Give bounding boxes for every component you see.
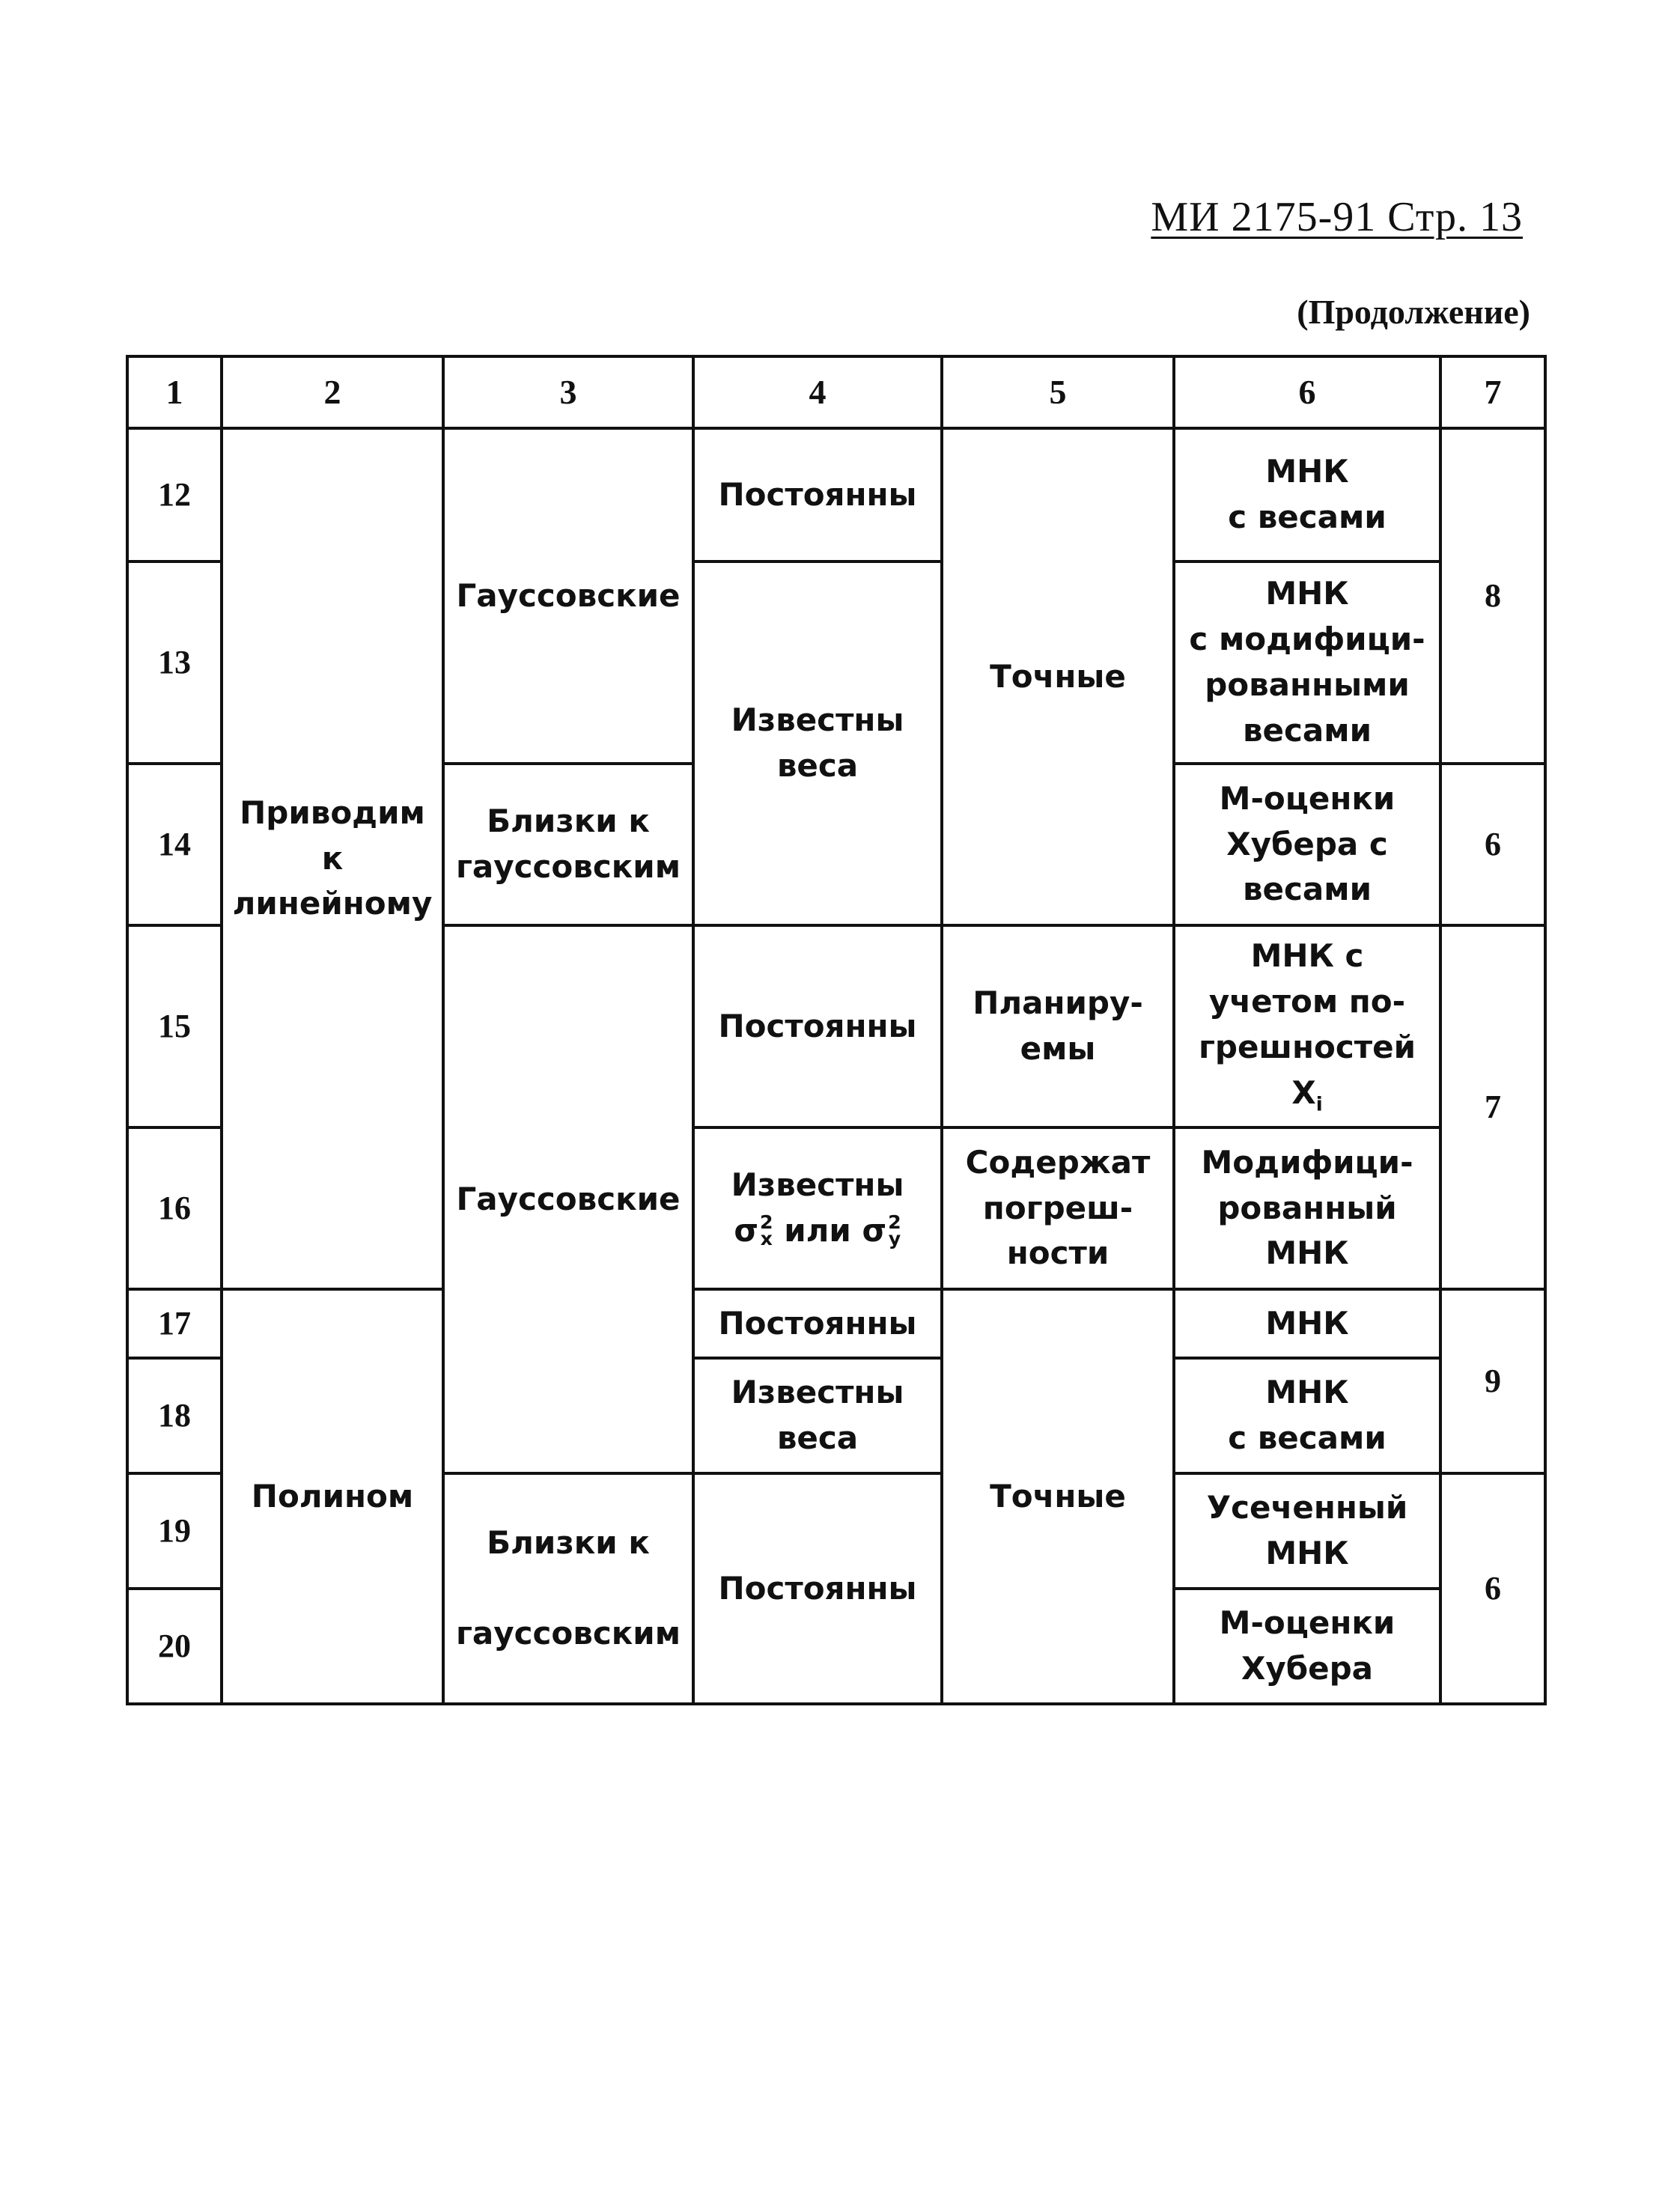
- row-number: 14: [127, 764, 222, 925]
- sigma-subscript-x: x: [760, 1228, 773, 1250]
- variance-cell: Постоянны: [693, 1473, 942, 1704]
- column-header: 5: [942, 356, 1174, 428]
- section-cell: 6: [1440, 764, 1545, 925]
- row-number: 17: [127, 1289, 222, 1358]
- error-distribution-cell: Гауссовские: [443, 428, 693, 764]
- continuation-label: (Продолжение): [1297, 293, 1530, 331]
- sigma-superscript: 2: [760, 1211, 773, 1233]
- column-header: 6: [1174, 356, 1440, 428]
- row-number: 18: [127, 1358, 222, 1473]
- column-header: 7: [1440, 356, 1545, 428]
- row-number: 16: [127, 1127, 222, 1289]
- column-header: 4: [693, 356, 942, 428]
- method-cell: МНК с весами: [1174, 1358, 1440, 1473]
- variance-cell: [693, 1127, 942, 1289]
- method-cell: М-оценки Хубера: [1174, 1589, 1440, 1704]
- row-number: 19: [127, 1473, 222, 1589]
- sigma-subscript-y: y: [888, 1228, 901, 1250]
- row-number: 12: [127, 428, 222, 561]
- row-number: 13: [127, 561, 222, 764]
- variance-cell: Известны веса: [693, 1358, 942, 1473]
- section-cell: 9: [1440, 1289, 1545, 1473]
- variable-x: X: [1291, 1074, 1316, 1111]
- model-cell: Полином: [222, 1289, 443, 1704]
- row-number: 15: [127, 925, 222, 1127]
- variance-cell: Известны веса: [693, 561, 942, 925]
- method-cell: МНК с весами: [1174, 428, 1440, 561]
- section-cell: 7: [1440, 925, 1545, 1289]
- method-cell: [1174, 925, 1440, 1127]
- variance-cell: Постоянны: [693, 1289, 942, 1358]
- method-cell: Усеченный МНК: [1174, 1473, 1440, 1589]
- document-reference: МИ 2175-91 Стр. 13: [1151, 194, 1523, 240]
- or-label: или: [784, 1212, 851, 1249]
- header-row: [127, 356, 1545, 428]
- sigma-superscript: 2: [888, 1211, 901, 1233]
- argument-cell: Точные: [942, 1289, 1174, 1704]
- model-cell: Приводим к линейному: [222, 428, 443, 1289]
- argument-cell: Точные: [942, 428, 1174, 925]
- variable-subscript: i: [1315, 1093, 1323, 1116]
- row-number: 20: [127, 1589, 222, 1704]
- sigma-symbol: σ: [734, 1212, 759, 1249]
- column-header: 2: [222, 356, 443, 428]
- method-cell: МНК: [1174, 1289, 1440, 1358]
- method-cell: М-оценки Хубера с весами: [1174, 764, 1440, 925]
- sigma-symbol: σ: [862, 1212, 887, 1249]
- column-header: 1: [127, 356, 222, 428]
- method-table: [126, 355, 1547, 1705]
- section-cell: 6: [1440, 1473, 1545, 1704]
- method-cell: МНК с модифици- рованными весами: [1174, 561, 1440, 764]
- variance-known-label: Известны: [731, 1166, 904, 1204]
- error-distribution-cell: Близки к гауссовским: [443, 1473, 693, 1704]
- error-distribution-cell: Близки к гауссовским: [443, 764, 693, 925]
- method-cell: Модифици- рованный МНК: [1174, 1127, 1440, 1289]
- method-text: МНК с учетом по- грешностей: [1198, 937, 1416, 1065]
- argument-cell: Содержат погреш- ности: [942, 1127, 1174, 1289]
- argument-cell: Планиру- емы: [942, 925, 1174, 1127]
- variance-cell: Постоянны: [693, 428, 942, 561]
- table-row: [127, 428, 1545, 561]
- variance-cell: Постоянны: [693, 925, 942, 1127]
- error-distribution-cell: Гауссовские: [443, 925, 693, 1473]
- section-cell: 8: [1440, 428, 1545, 764]
- table-row: [127, 1289, 1545, 1358]
- column-header: 3: [443, 356, 693, 428]
